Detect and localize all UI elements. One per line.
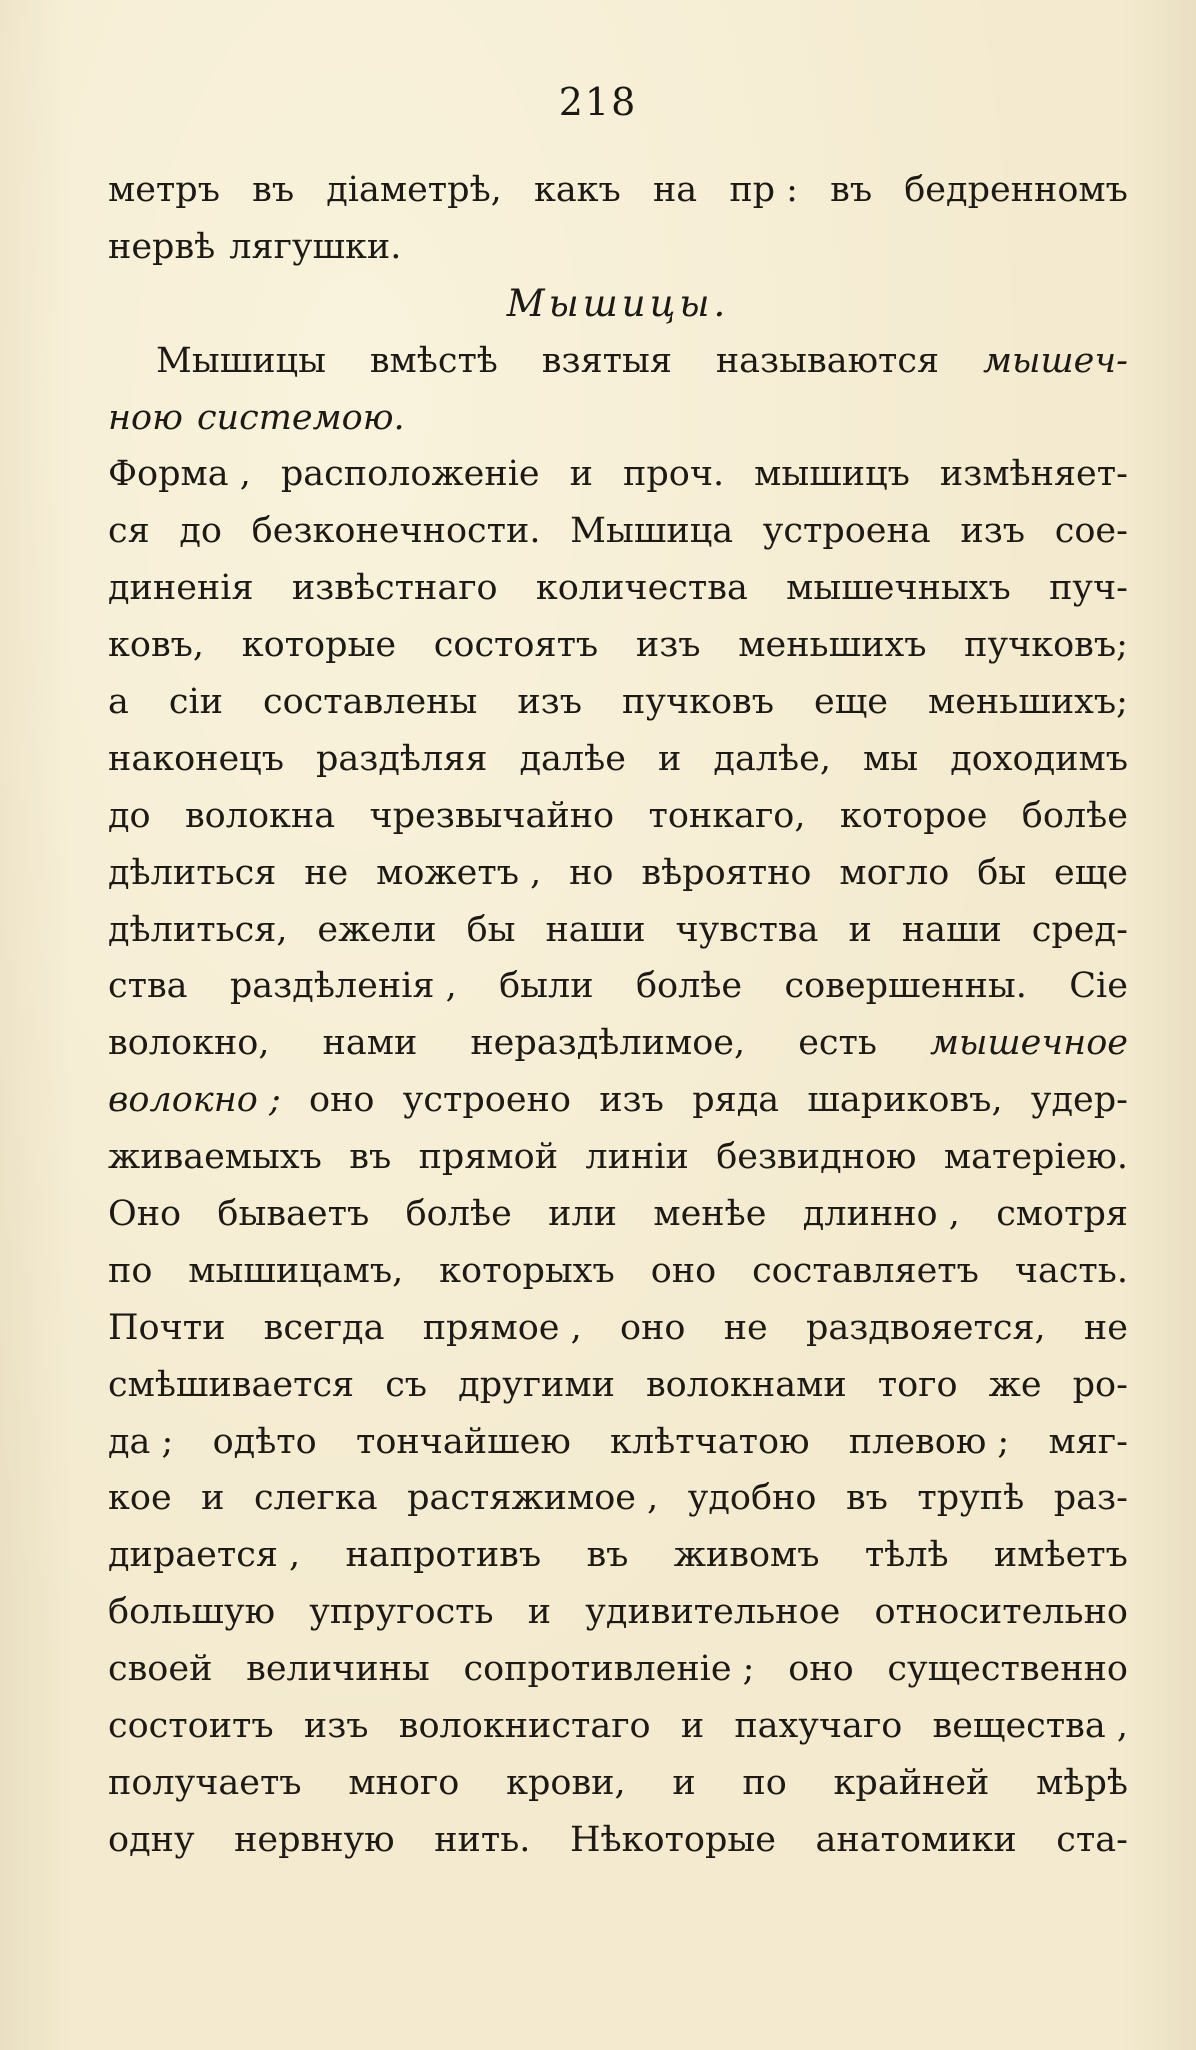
text-line [108, 617, 1128, 674]
word: и [658, 738, 682, 779]
text-line [108, 1755, 1128, 1812]
word: на [652, 170, 698, 210]
word: наши [901, 909, 1002, 950]
word: оно [309, 1080, 375, 1121]
word: пуч- [1049, 568, 1128, 609]
text-line [108, 1186, 1128, 1243]
word: дѣлиться, [108, 909, 288, 950]
word: сред- [1031, 909, 1128, 950]
word: напротивъ [345, 1535, 542, 1576]
word: нераздѣлимое, [470, 1023, 746, 1064]
word: мяг- [1048, 1421, 1128, 1462]
word: не [723, 1307, 768, 1348]
word: крови, [506, 1762, 626, 1803]
word: клѣтчатою [610, 1421, 810, 1462]
word: могло [839, 852, 950, 893]
word: болѣе [405, 1194, 512, 1235]
text-line [108, 1641, 1128, 1698]
page-number: 218 [558, 80, 638, 124]
text-line [108, 390, 1128, 447]
word: которыхъ [439, 1250, 615, 1291]
word: растяжимое , [407, 1478, 659, 1519]
word: кое [108, 1478, 172, 1519]
text-line [108, 788, 1128, 845]
text-line [108, 162, 1128, 219]
word: въ [830, 170, 873, 210]
word: вещества , [932, 1706, 1128, 1747]
word: ковъ, [108, 625, 205, 666]
word: мѣрѣ [1036, 1762, 1128, 1803]
word: ною [108, 397, 183, 438]
word: болѣе [635, 966, 743, 1007]
word: наконецъ [108, 738, 284, 779]
word: раз- [1053, 1478, 1128, 1519]
word: прямой [418, 1137, 559, 1178]
word: и [848, 909, 872, 950]
word: ряда [692, 1080, 780, 1121]
text-line [108, 1812, 1128, 1869]
word: расположеніе [280, 454, 540, 495]
word: оно [620, 1307, 686, 1348]
word: получаетъ [108, 1762, 302, 1803]
word: или [548, 1194, 618, 1235]
section-heading [108, 276, 1128, 333]
word: составляетъ [752, 1250, 979, 1291]
word: составлены [263, 682, 478, 723]
word: устроена [762, 511, 931, 552]
word: чрезвычайно [369, 795, 615, 836]
word: безвидною [716, 1137, 917, 1178]
word: тонкаго, [648, 795, 806, 836]
text-line [108, 674, 1128, 731]
word: діаметрѣ, [326, 170, 502, 210]
word: Сіе [1069, 966, 1128, 1007]
word: прямое , [422, 1307, 582, 1348]
word: и [672, 1762, 696, 1803]
word: живомъ [673, 1535, 820, 1576]
word: меньшихъ [738, 625, 927, 666]
word: вмѣстѣ [369, 340, 498, 381]
word: въ [586, 1535, 629, 1576]
word: меньшихъ; [927, 682, 1128, 723]
word: количества [535, 568, 748, 609]
word: мы [863, 738, 919, 779]
word: дирается , [108, 1535, 301, 1576]
word: и [680, 1706, 705, 1747]
text-line [108, 1357, 1128, 1414]
word: изъ [960, 511, 1026, 552]
word: ро- [1072, 1364, 1128, 1405]
word: сопротивленіе ; [463, 1649, 755, 1690]
word: изъ [517, 682, 583, 723]
word: пучковъ [622, 682, 775, 723]
word: далѣе, [713, 738, 831, 779]
text-line [108, 1527, 1128, 1584]
word: по [742, 1762, 787, 1803]
word: своей [108, 1649, 213, 1690]
word: не [1083, 1307, 1128, 1348]
word: вѣроятно [641, 852, 812, 893]
word: нить. [434, 1819, 531, 1860]
word: дѣлиться [108, 852, 277, 893]
word: раздвояется, [806, 1307, 1046, 1348]
word: проч. [623, 454, 725, 495]
word: одну [108, 1819, 195, 1860]
word: изъ [635, 625, 701, 666]
word: Мышица [570, 511, 734, 552]
word: мышицъ [754, 454, 910, 495]
word: но [569, 852, 614, 893]
text-line [108, 1243, 1128, 1300]
word: чувства [675, 909, 819, 950]
text-line [108, 446, 1128, 503]
word: Форма , [108, 454, 251, 495]
word: мышеч- [982, 340, 1128, 381]
word: которые [241, 625, 397, 666]
word: до [179, 511, 222, 552]
word: смѣшивается [108, 1364, 355, 1405]
word: шариковъ, [807, 1080, 1003, 1121]
word: пучковъ; [964, 625, 1128, 666]
word: сіи [168, 682, 223, 723]
text-line [108, 1129, 1128, 1186]
word: состоятъ [433, 625, 599, 666]
word: линіи [585, 1137, 689, 1178]
word: мышечныхъ [786, 568, 1011, 609]
text-line [108, 1470, 1128, 1527]
word: можетъ , [376, 852, 542, 893]
word: а [108, 682, 129, 723]
word: еще [1054, 852, 1128, 893]
word: раздѣленія , [229, 966, 457, 1007]
word: метръ [108, 170, 220, 210]
word: длинно , [802, 1194, 960, 1235]
word: не [304, 852, 349, 893]
word: нервную [234, 1819, 395, 1860]
text-line [108, 731, 1128, 788]
text-line [108, 1300, 1128, 1357]
word: извѣстнаго [291, 568, 498, 609]
word: еще [814, 682, 888, 723]
word: волокно, [108, 1023, 270, 1064]
word: пахучаго [734, 1706, 903, 1747]
word: величины [246, 1649, 430, 1690]
word: изъ [599, 1080, 664, 1121]
word: часть. [1014, 1250, 1128, 1291]
word: волокна [184, 795, 336, 836]
word: имѣетъ [993, 1535, 1128, 1576]
word: измѣняет- [939, 454, 1128, 495]
word: того [877, 1364, 958, 1405]
word: упругость [309, 1592, 494, 1633]
word: состоитъ [108, 1706, 274, 1747]
word: оно [788, 1649, 854, 1690]
word: тѣлѣ [864, 1535, 949, 1576]
word: Нѣкоторые [569, 1819, 776, 1860]
text-line [108, 560, 1128, 617]
word: же [988, 1364, 1042, 1405]
word: лягушки. [229, 226, 402, 267]
word: ежели [317, 909, 437, 950]
word: большую [108, 1592, 276, 1633]
text-line [108, 1414, 1128, 1471]
word: наши [545, 909, 646, 950]
word: тончайшею [355, 1421, 571, 1462]
word: волокнами [645, 1364, 847, 1405]
word: всегда [263, 1307, 385, 1348]
word: ства [108, 966, 188, 1007]
word: по [108, 1250, 153, 1291]
text-line [108, 1698, 1128, 1755]
word: есть [798, 1023, 877, 1064]
word: крайней [833, 1762, 990, 1803]
text-line [108, 1015, 1128, 1072]
word: одѣто [212, 1421, 317, 1462]
word: до [108, 795, 151, 836]
word: ся [108, 511, 150, 552]
word: трупѣ [917, 1478, 1025, 1519]
word: и [201, 1478, 225, 1519]
word: удобно [687, 1478, 817, 1519]
word: нервѣ [108, 226, 216, 267]
word: какъ [533, 170, 621, 210]
word: раздѣляя [316, 738, 488, 779]
word: много [348, 1762, 460, 1803]
text-line [108, 503, 1128, 560]
word: безконечности. [251, 511, 541, 552]
word: относительно [874, 1592, 1128, 1633]
word: нами [322, 1023, 418, 1064]
word: смотря [996, 1194, 1128, 1235]
word: устроено [402, 1080, 571, 1121]
word: системою. [196, 397, 405, 438]
word: слегка [254, 1478, 378, 1519]
word: называются [715, 340, 940, 381]
word: сое- [1054, 511, 1128, 552]
word: изъ [303, 1706, 369, 1747]
word: и [527, 1592, 552, 1633]
text-line [108, 958, 1128, 1015]
word: были [499, 966, 594, 1007]
word: существенно [887, 1649, 1128, 1690]
word: оно [650, 1250, 717, 1291]
word: Оно [108, 1194, 182, 1235]
word: Мышицы. [506, 281, 730, 325]
word: мышечное [929, 1023, 1128, 1064]
word: мышицамъ, [188, 1250, 404, 1291]
word: другими [458, 1364, 615, 1405]
word: волокно ; [108, 1080, 281, 1121]
word: матеріею. [943, 1137, 1128, 1178]
word: которое [839, 795, 988, 836]
text-line [108, 1072, 1128, 1129]
text-line [108, 1584, 1128, 1641]
word: менѣе [653, 1194, 767, 1235]
word: совершенны. [784, 966, 1027, 1007]
word: бываетъ [217, 1194, 370, 1235]
word: да ; [108, 1421, 174, 1462]
word: далѣе [519, 738, 626, 779]
word: ста- [1056, 1819, 1128, 1860]
word: бы [977, 852, 1027, 893]
word: Мышицы [156, 340, 326, 381]
word: и [569, 454, 593, 495]
word: волокнистаго [398, 1706, 651, 1747]
word: анатомики [815, 1819, 1017, 1860]
word: въ [349, 1137, 392, 1178]
text-line [108, 219, 1128, 276]
word: въ [252, 170, 295, 210]
word: взятыя [541, 340, 672, 381]
word: болѣе [1021, 795, 1128, 836]
word: удивительное [585, 1592, 841, 1633]
body-text [108, 162, 1128, 1869]
word: въ [845, 1478, 888, 1519]
word: удер- [1030, 1080, 1128, 1121]
word: доходимъ [950, 738, 1128, 779]
word: диненія [108, 568, 254, 609]
word: плевою ; [848, 1421, 1010, 1462]
word: бедренномъ [904, 170, 1128, 210]
text-line [108, 845, 1128, 902]
word: бы [466, 909, 516, 950]
word: живаемыхъ [108, 1137, 322, 1178]
word: съ [385, 1364, 428, 1405]
text-line [108, 333, 1128, 390]
word: Почти [108, 1307, 226, 1348]
word: пр : [729, 170, 798, 210]
text-line [108, 902, 1128, 959]
